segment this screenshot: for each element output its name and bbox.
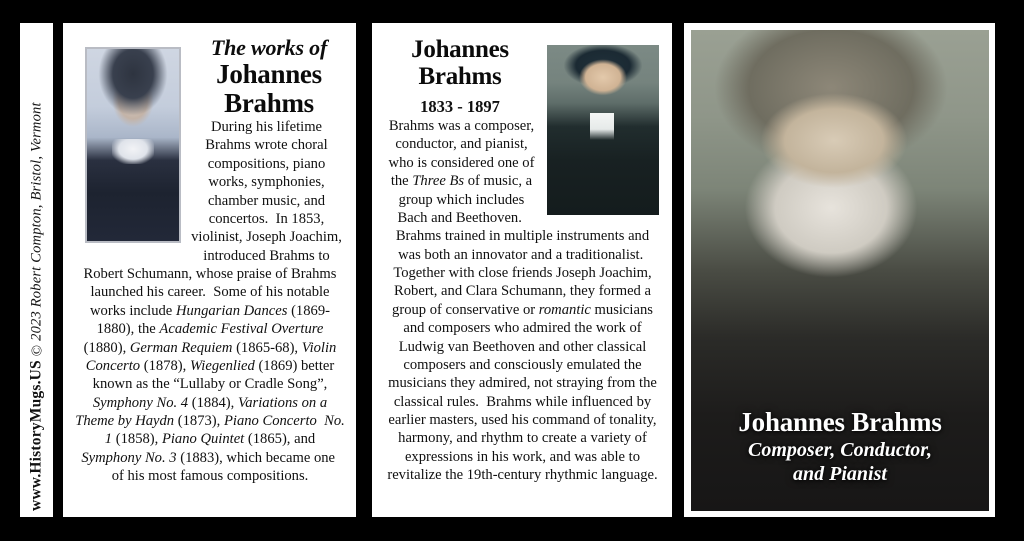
- biography-dates: 1833 - 1897: [420, 97, 500, 116]
- copyright-strip: [20, 23, 53, 517]
- copyright-owner: 2023 Robert Compton, Bristol, Vermont: [28, 102, 44, 341]
- portrait-caption-name: Johannes Brahms: [738, 407, 942, 438]
- biography-body-text: Brahms was a composer, conductor, and pianist, who is considered one of the Three Bs of music, a group which includes Bach and Beethoven. Brahms trained in multiple instruments and was both an innovator and a traditionalist. Together with close friends Joseph Joachim, Robert, and Clara Schumann, they formed a group of conservative or romantic musicians and composers who admired the work of Ludwig van Beethoven and other classical composers and consciously emulated the musicians they admired, not straying from the classical rules. Brahms while influenced by earlier masters, used his command of tonality, harmony, and rhythm to create a variety of expressions in his work, and was able to revitalize the 19th-century rhythmic language.: [387, 118, 658, 484]
- portrait-caption: [691, 408, 989, 485]
- elderly-brahms-portrait-image: [691, 30, 989, 511]
- panel-biography-inner: [372, 23, 672, 517]
- biography-name-line1: Johannes: [411, 36, 509, 63]
- panel-works-inner: [63, 23, 356, 517]
- copyright-site: www.HistoryMugs.US: [27, 360, 44, 511]
- panel-works: [63, 23, 356, 517]
- works-body-text: During his lifetime Brahms wrote choral compositions, piano works, symphonies, chamber music, and concertos. In 1853, violinist, Joseph Joachim, introduced Brahms to Robert Schumann, whose praise of Brahms launched his career. Some of his notable works include Hungarian Dances (1869-1880), the Academic Festival Overture (1880), German Requiem (1865-68), Violin Concerto (1878), Wiegenlied (1869) better known as the “Lullaby or Cradle Song”, Symphony No. 4 (1884), Variations on a Theme by Haydn (1873), Piano Concerto No. 1 (1858), Piano Quintet (1865), and Symphony No. 3 (1883), which became one of his most famous compositions.: [75, 119, 345, 485]
- works-heading: [193, 33, 345, 118]
- young-brahms-portrait-image: [85, 47, 181, 243]
- portrait-caption-role-line1: Composer, Conductor,: [748, 439, 932, 461]
- portrait-caption-role-line2: and Pianist: [793, 463, 887, 485]
- panel-portrait: [684, 23, 995, 517]
- panel-biography: [372, 23, 672, 517]
- works-heading-prefix: The works of: [210, 35, 328, 60]
- seated-brahms-portrait-image: [547, 45, 659, 215]
- works-heading-name-line2: Brahms: [224, 87, 314, 118]
- copyright-text: [28, 102, 45, 511]
- biography-heading: [384, 33, 536, 117]
- biography-name-line2: Brahms: [418, 62, 502, 90]
- works-heading-name-line1: Johannes: [216, 58, 322, 89]
- copyright-symbol-icon: ©: [29, 344, 45, 357]
